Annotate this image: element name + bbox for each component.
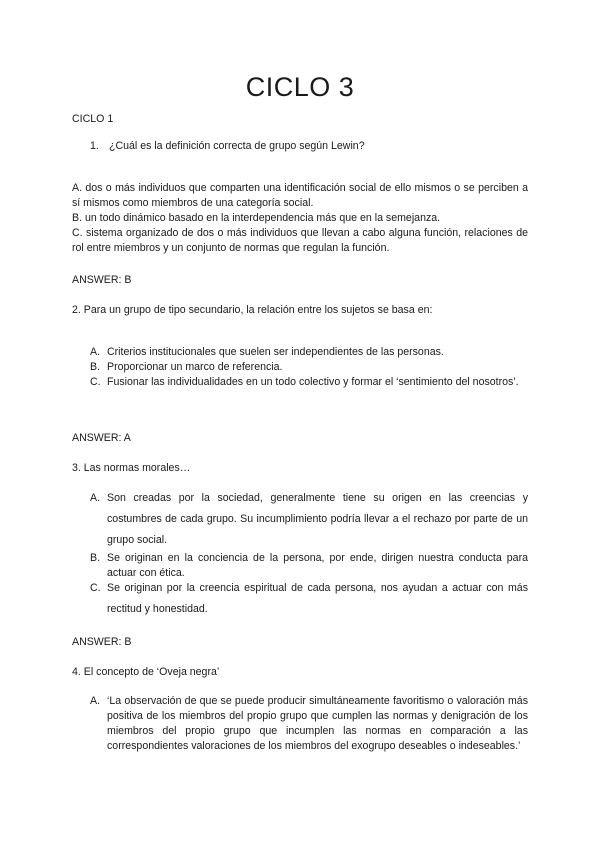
q1-question-text: ¿Cuál es la definición correcta de grupo según Lewin?: [109, 140, 365, 152]
q2-option-a-text: Criterios institucionales que suelen ser independientes de las personas.: [107, 346, 444, 358]
q3-answer: ANSWER: B: [72, 636, 132, 648]
q1-option-a: A. dos o más individuos que comparten una identificación social de ello mismos o se perciben a sí mismos como miembros de una categoría social.: [72, 182, 528, 209]
q3-option-c-text: Se originan por la creencia espiritual de cada persona, nos ayudan a actuar con más rectitud y honestidad.: [107, 582, 528, 615]
q4-option-a-letter: A.: [90, 695, 101, 707]
q3-option-a-text: Son creadas por la sociedad, generalmente tiene su origen en las creencias y costumbres de cada grupo. Su incumplimiento podría llevar a el rechazo por parte de un grupo social.: [107, 492, 528, 546]
q3-option-a-letter: A.: [90, 492, 101, 504]
q1-answer: ANSWER: B: [72, 274, 132, 286]
q3-option-b-letter: B.: [90, 552, 101, 564]
q1-option-c: C. sistema organizado de dos o más individuos que llevan a cabo alguna función, relaciones de rol entre miembros y un conjunto de normas que regulan la función.: [72, 227, 528, 254]
q2-option-c-text: Fusionar las individualidades en un todo colectivo y formar el ‘sentimiento del nosotros’.: [107, 376, 519, 388]
q4-option-a-text: ‘La observación de que se puede producir simultáneamente favoritismo o valoración más positiva de los miembros del propio grupo que cumplen las normas y denigración de los miembros del propio grupo que incumplen las normas en comparación a las correspondientes valoraciones de los miembros del exogrupo deseables o indeseables.’: [107, 695, 528, 752]
q1-option-b: B. un todo dinámico basado en la interdependencia más que en la semejanza.: [72, 212, 441, 224]
q2-option-b-letter: B.: [90, 361, 101, 373]
q1-number: 1.: [90, 140, 99, 152]
q4-question: 4. El concepto de ‘Oveja negra’: [72, 666, 220, 678]
page-title: CICLO 3: [245, 72, 355, 102]
q2-answer: ANSWER: A: [72, 432, 131, 444]
section-heading: CICLO 1: [72, 113, 114, 125]
q2-option-c-letter: C.: [90, 376, 101, 388]
q2-question: 2. Para un grupo de tipo secundario, la relación entre los sujetos se basa en:: [72, 304, 433, 316]
q3-option-b-text: Se originan en la conciencia de la persona, por ende, dirigen nuestra conducta para actuar con ética.: [107, 552, 528, 579]
q2-option-a-letter: A.: [90, 346, 101, 358]
q3-question: 3. Las normas morales…: [72, 462, 191, 474]
q3-option-c-letter: C.: [90, 582, 101, 594]
q2-option-b-text: Proporcionar un marco de referencia.: [107, 361, 283, 373]
